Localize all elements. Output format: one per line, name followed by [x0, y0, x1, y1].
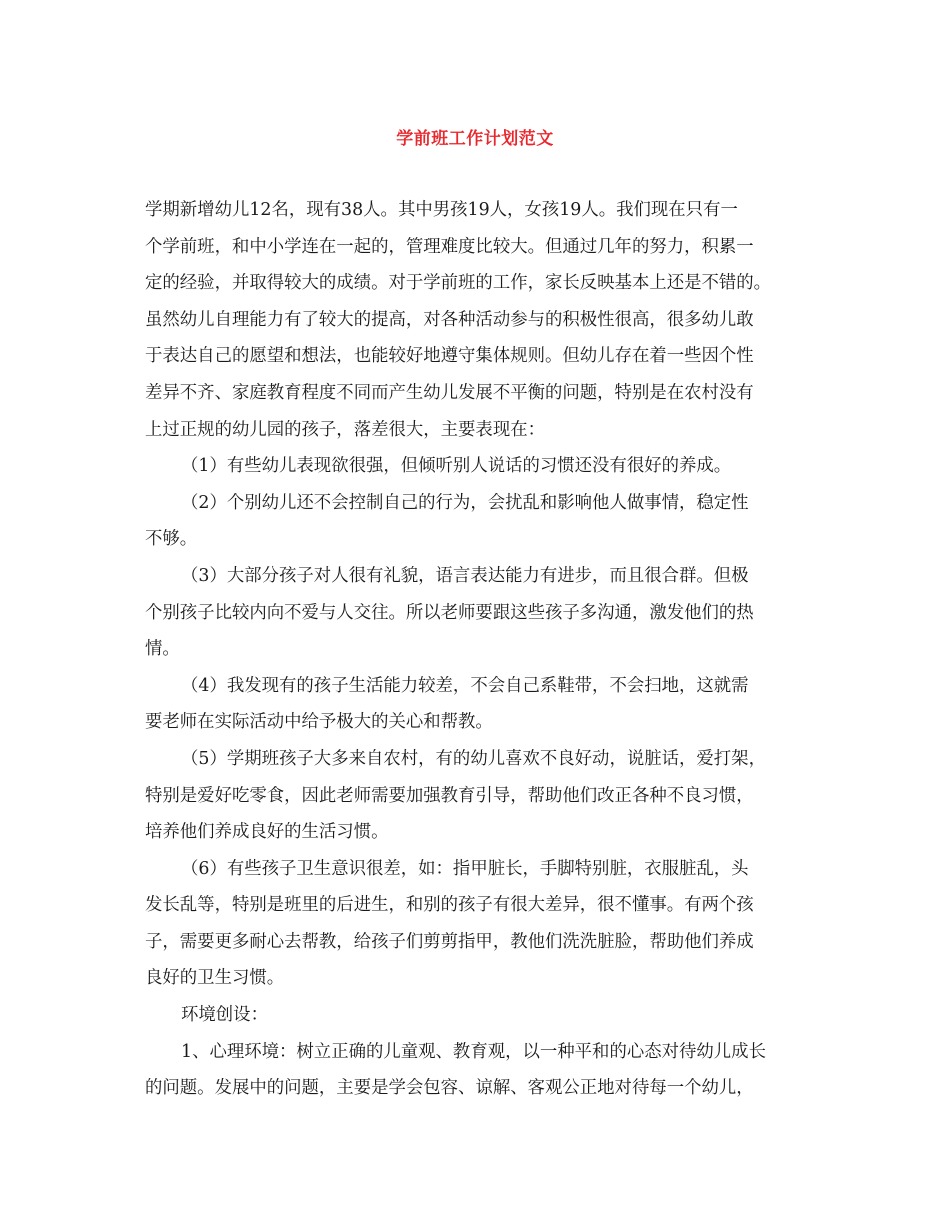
- text-line: 特别是爱好吃零食，因此老师需要加强教育引导，帮助他们改正各种不良习惯，: [145, 785, 754, 806]
- text-line: 不够。: [145, 529, 198, 550]
- text-line: （4）我发现有的孩子生活能力较差，不会自己系鞋带，不会扫地，这就需: [181, 675, 749, 696]
- text-line: 环境创设：: [181, 1005, 268, 1026]
- text-line: 个学前班，和中小学连在一起的，管理难度比较大。但通过几年的努力，积累一: [145, 236, 754, 257]
- text-line: 定的经验，并取得较大的成绩。对于学前班的工作，家长反映基本上还是不错的。: [145, 273, 772, 294]
- text-line: 学期新增幼儿12名，现有38人。其中男孩19人，女孩19人。我们现在只有一: [145, 200, 738, 220]
- text-line: 个别孩子比较内向不爱与人交往。所以老师要跟这些孩子多沟通，激发他们的热: [145, 602, 754, 623]
- text-line: 良好的卫生习惯。: [145, 968, 285, 989]
- document-title: 学前班工作计划范文: [396, 129, 554, 149]
- text-line: 情。: [145, 639, 180, 660]
- text-line: （3）大部分孩子对人很有礼貌，语言表达能力有进步，而且很合群。但极: [181, 565, 749, 586]
- text-line: 上过正规的幼儿园的孩子，落差很大，主要表现在：: [145, 419, 545, 440]
- document-body: [145, 192, 815, 1107]
- text-line: 发长乱等，特别是班里的后进生，和别的孩子有很大差异，很不懂事。有两个孩: [145, 895, 754, 916]
- text-line: （6）有些孩子卫生意识很差，如：指甲脏长，手脚特别脏，衣服脏乱，头: [181, 858, 749, 879]
- text-line: （1）有些幼儿表现欲很强，但倾听别人说话的习惯还没有很好的养成。: [181, 456, 732, 477]
- text-line: 子，需要更多耐心去帮教，给孩子们剪剪指甲，教他们洗洗脏脸，帮助他们养成: [145, 931, 754, 952]
- text-line: 虽然幼儿自理能力有了较大的提高，对各种活动参与的积极性很高，很多幼儿敢: [145, 309, 754, 330]
- text-line: 1、心理环境：树立正确的儿童观、教育观，以一种平和的心态对待幼儿成长: [181, 1041, 766, 1062]
- text-line: 要老师在实际活动中给予极大的关心和帮教。: [145, 712, 493, 733]
- text-line: 的问题。发展中的问题，主要是学会包容、谅解、客观公正地对待每一个幼儿，: [145, 1078, 754, 1099]
- text-line: （2）个别幼儿还不会控制自己的行为，会扰乱和影响他人做事情，稳定性: [181, 492, 749, 513]
- text-line: （5）学期班孩子大多来自农村，有的幼儿喜欢不良好动，说脏话，爱打架，: [181, 748, 766, 769]
- text-line: 于表达自己的愿望和想法，也能较好地遵守集体规则。但幼儿存在着一些因个性: [145, 346, 754, 367]
- text-line: 培养他们养成良好的生活习惯。: [145, 822, 389, 843]
- text-line: 差异不齐、家庭教育程度不同而产生幼儿发展不平衡的问题，特别是在农村没有: [145, 382, 754, 403]
